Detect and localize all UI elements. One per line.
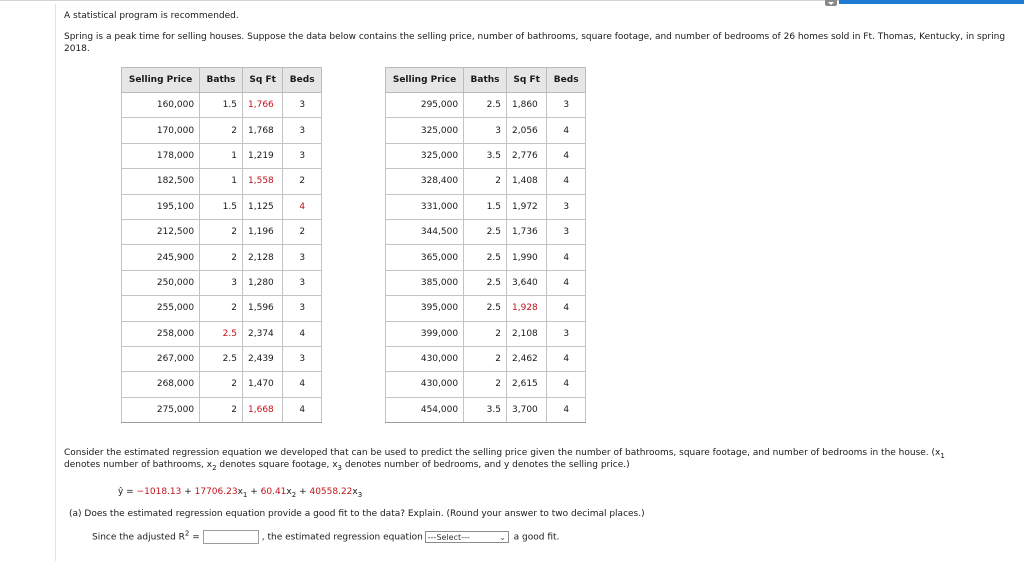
cell-baths: 2 [200,219,243,244]
cell-price: 325,000 [386,118,464,143]
cell-baths: 2.5 [464,219,507,244]
cell-sqft: 1,766 [243,93,283,118]
cell-baths: 2.5 [200,346,243,371]
cell-price: 182,500 [122,169,200,194]
cell-sqft: 3,700 [507,397,547,422]
cell-price: 268,000 [122,372,200,397]
cell-beds: 4 [547,270,586,295]
table-row [122,270,322,295]
chevron-down-icon: ⌄ [499,533,506,542]
consider-2: denotes square footage, x [219,460,338,470]
var-x: x [237,487,243,497]
cell-price: 430,000 [386,372,464,397]
cell-baths: 1.5 [464,194,507,219]
cell-price: 255,000 [122,296,200,321]
cell-beds: 4 [283,194,322,219]
cell-sqft: 1,668 [243,397,283,422]
col-header-sqft: Sq Ft [507,68,547,93]
cell-sqft: 1,860 [507,93,547,118]
fit-select[interactable] [425,531,509,543]
consider-1: denotes number of bathrooms, x [64,460,213,470]
cell-baths: 3 [200,270,243,295]
cell-beds: 2 [283,169,322,194]
select-value: ---Select--- [427,533,470,542]
cell-sqft: 1,125 [243,194,283,219]
col-header-beds: Beds [283,68,322,93]
coef-b1: 17706.23 [194,487,238,497]
cell-price: 195,100 [122,194,200,219]
cell-sqft: 1,558 [243,169,283,194]
cell-sqft: 1,972 [507,194,547,219]
cell-baths: 2.5 [464,270,507,295]
table-row [386,346,586,371]
table-row [386,93,586,118]
intro-text: A statistical program is recommended. [64,11,239,21]
col-header-price: Selling Price [122,68,200,93]
cell-baths: 2 [464,169,507,194]
plus-sign: + [296,487,310,497]
cell-beds: 3 [283,296,322,321]
var-x: x [352,487,358,497]
cell-baths: 2 [200,372,243,397]
cell-beds: 3 [283,270,322,295]
cell-price: 454,000 [386,397,464,422]
cell-beds: 4 [547,143,586,168]
cell-price: 212,500 [122,219,200,244]
cell-beds: 3 [547,219,586,244]
table-row [122,143,322,168]
table-row [122,346,322,371]
yhat-label: ŷ = [118,487,137,497]
cell-sqft: 2,374 [243,321,283,346]
cell-sqft: 2,439 [243,346,283,371]
cell-price: 178,000 [122,143,200,168]
cell-price: 331,000 [386,194,464,219]
table-header-row [122,68,322,93]
cell-sqft: 1,928 [507,296,547,321]
cell-baths: 2.5 [464,93,507,118]
table-row [122,93,322,118]
cell-price: 344,500 [386,219,464,244]
answer-prefix: Since the adjusted R [92,532,185,543]
table-row [386,219,586,244]
cell-price: 430,000 [386,346,464,371]
table-row [386,296,586,321]
table-row [122,118,322,143]
cell-price: 395,000 [386,296,464,321]
problem-description: Spring is a peak time for selling houses. Suppose the data below contains the selling price, number of bathrooms, square footage, and number of bedrooms of 26 homes sold in Ft. Thomas, Kentucky, in spring 2018. [64,32,1006,54]
coef-b0: −1018.13 [136,487,182,497]
cell-beds: 3 [547,194,586,219]
cell-baths: 3 [464,118,507,143]
data-table-right [385,67,586,423]
table-row [386,194,586,219]
cell-beds: 3 [547,93,586,118]
cell-sqft: 3,640 [507,270,547,295]
answer-middle: , the estimated regression equation [261,532,423,543]
top-accent-bar [839,0,1024,4]
cell-sqft: 1,280 [243,270,283,295]
cell-baths: 2.5 [200,321,243,346]
col-header-beds: Beds [547,68,586,93]
cell-price: 385,000 [386,270,464,295]
cell-baths: 2.5 [464,296,507,321]
cell-beds: 4 [283,372,322,397]
table-row [122,169,322,194]
cell-price: 250,000 [122,270,200,295]
coef-b2: 60.41 [260,487,287,497]
cell-sqft: 1,990 [507,245,547,270]
table-row [386,270,586,295]
table-row [122,245,322,270]
cell-price: 258,000 [122,321,200,346]
table-row [122,296,322,321]
cell-beds: 2 [283,219,322,244]
cell-baths: 2 [464,346,507,371]
table-row [386,143,586,168]
cell-price: 170,000 [122,118,200,143]
answer-suffix: a good fit. [513,532,560,543]
table-header-row [386,68,586,93]
cell-baths: 2 [464,321,507,346]
cell-sqft: 2,776 [507,143,547,168]
cell-baths: 1 [200,143,243,168]
left-rule [55,4,56,561]
regression-context: Consider the estimated regression equation we developed that can be used to predict the selling price given the number of bathrooms, square footage, and number of bedrooms in the house. ($x_1$ denotes number of bathrooms, $x_2$ denotes square footage, $x_3$ denotes number of bedrooms, and y denotes the selling price.) [64,448,945,472]
table-row [122,321,322,346]
cell-sqft: 2,056 [507,118,547,143]
cell-price: 245,900 [122,245,200,270]
cell-price: 365,000 [386,245,464,270]
table-row [386,372,586,397]
cell-sqft: 2,615 [507,372,547,397]
col-header-price: Selling Price [386,68,464,93]
consider-3: denotes number of bedrooms, and y denotes the selling price.) [344,460,630,470]
cell-price: 160,000 [122,93,200,118]
cell-price: 267,000 [122,346,200,371]
table-row [122,194,322,219]
var-x: x [286,487,292,497]
answer-equals: = [189,532,200,543]
col-header-baths: Baths [200,68,243,93]
cell-beds: 4 [547,169,586,194]
data-table-left [121,67,322,423]
col-header-sqft: Sq Ft [243,68,283,93]
cell-beds: 3 [283,245,322,270]
cell-sqft: 1,470 [243,372,283,397]
table-row [386,245,586,270]
cell-baths: 3.5 [464,143,507,168]
cell-price: 275,000 [122,397,200,422]
cell-beds: 3 [283,346,322,371]
table-row [386,169,586,194]
cell-baths: 1.5 [200,93,243,118]
cell-beds: 4 [547,118,586,143]
table-row [386,118,586,143]
table-row [386,321,586,346]
cell-price: 295,000 [386,93,464,118]
cell-sqft: 1,196 [243,219,283,244]
cell-baths: 2 [200,245,243,270]
table-row [386,397,586,422]
table-row [122,372,322,397]
cell-beds: 4 [547,296,586,321]
cell-beds: 4 [547,245,586,270]
adjusted-r2-input[interactable] [203,530,259,544]
collapse-toggle-icon[interactable] [825,0,837,6]
question-a: (a) Does the estimated regression equation provide a good fit to the data? Explain. (Round your answer to two decimal places.) [69,509,645,519]
coef-b3: 40558.22 [309,487,353,497]
cell-sqft: 1,219 [243,143,283,168]
cell-price: 328,400 [386,169,464,194]
cell-sqft: 1,596 [243,296,283,321]
cell-sqft: 1,736 [507,219,547,244]
cell-beds: 3 [283,93,322,118]
table-row [122,397,322,422]
cell-baths: 2.5 [464,245,507,270]
cell-baths: 1.5 [200,194,243,219]
table-row [122,219,322,244]
cell-beds: 4 [547,397,586,422]
cell-beds: 4 [283,397,322,422]
cell-baths: 2 [200,397,243,422]
cell-sqft: 2,462 [507,346,547,371]
cell-sqft: 1,768 [243,118,283,143]
cell-baths: 2 [464,372,507,397]
answer-line: Since the adjusted $R^2$ = , the estimated regression equation ---Select--- ⌄ a good fit. [92,529,560,543]
cell-beds: 3 [547,321,586,346]
cell-baths: 2 [200,118,243,143]
plus-sign: + [247,487,261,497]
cell-beds: 4 [547,346,586,371]
cell-price: 399,000 [386,321,464,346]
regression-equation: ŷ = $-1018.13 + 17706.23x_1 + 60.41x_2 + 40558.22x_3$ [118,487,363,499]
cell-baths: 3.5 [464,397,507,422]
cell-price: 325,000 [386,143,464,168]
cell-sqft: 1,408 [507,169,547,194]
consider-text: Consider the estimated regression equation we developed that can be used to predict the selling price given the number of bathrooms, square footage, and number of bedrooms in the house. (x [64,448,941,458]
cell-beds: 4 [547,372,586,397]
cell-beds: 3 [283,143,322,168]
cell-sqft: 2,128 [243,245,283,270]
cell-beds: 3 [283,118,322,143]
plus-sign: + [181,487,195,497]
cell-sqft: 2,108 [507,321,547,346]
col-header-baths: Baths [464,68,507,93]
cell-beds: 4 [283,321,322,346]
cell-baths: 2 [200,296,243,321]
cell-baths: 1 [200,169,243,194]
